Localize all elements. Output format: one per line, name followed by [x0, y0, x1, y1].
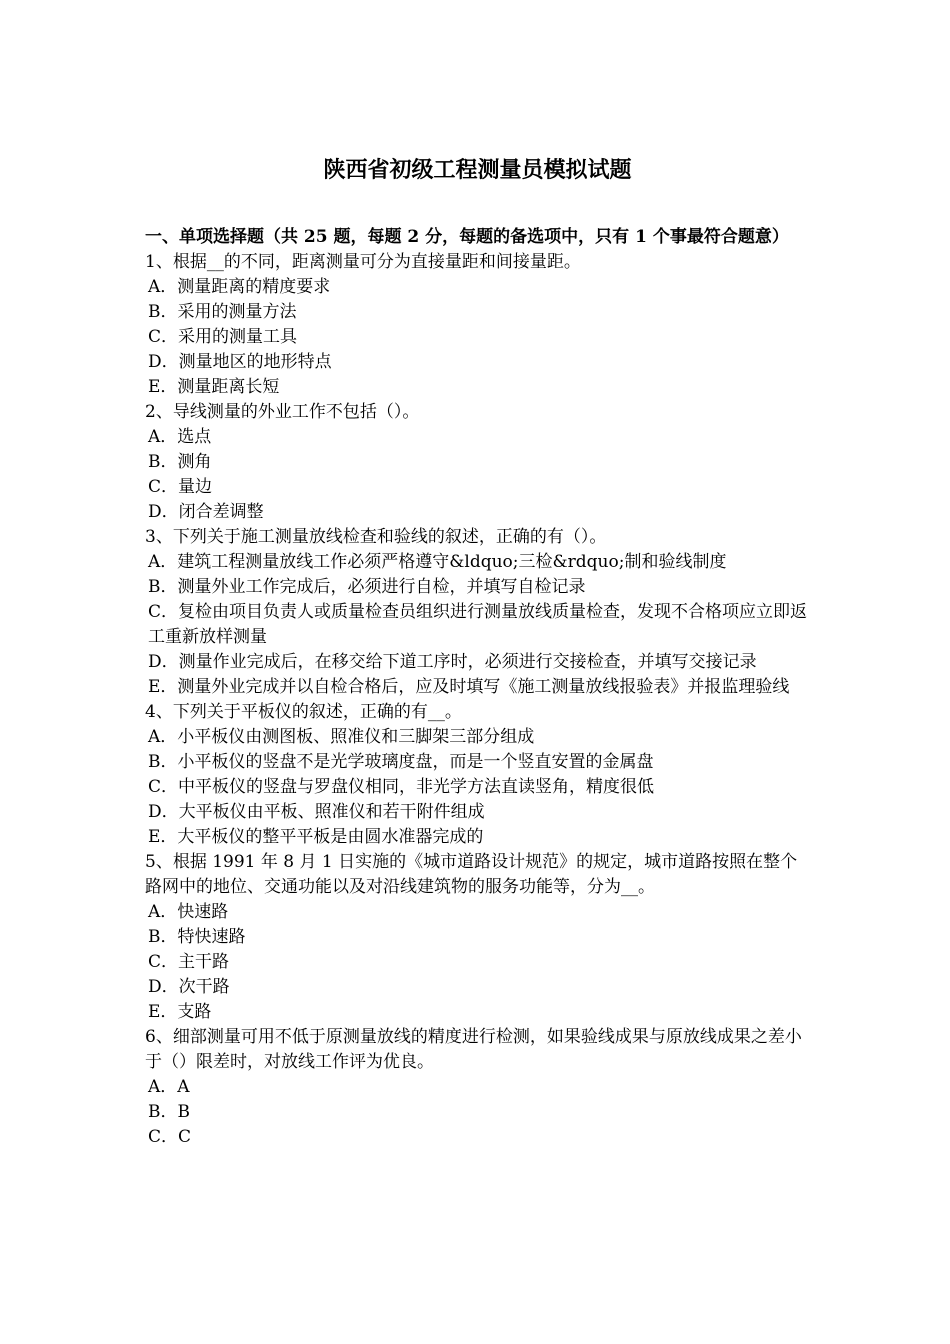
option-c: C．采用的测量工具 [148, 327, 298, 347]
option-a: A．建筑工程测量放线工作必须严格遵守&ldquo;三检&rdquo;制和验线制度 [148, 552, 727, 572]
question-stem: 1、根据__的不同，距离测量可分为直接量距和间接量距。 [145, 252, 581, 272]
question-stem: 3、下列关于施工测量放线检查和验线的叙述，正确的有（）。 [145, 527, 607, 547]
option-b: B．B [148, 1102, 190, 1122]
option-d: D．大平板仪由平板、照准仪和若干附件组成 [148, 802, 485, 822]
option-b: B．测角 [148, 452, 212, 472]
option-d: D．闭合差调整 [148, 502, 264, 522]
question-stem: 2、导线测量的外业工作不包括（）。 [145, 402, 420, 422]
question-1 [145, 250, 810, 400]
document-title: 陕西省初级工程测量员模拟试题 [323, 157, 632, 183]
option-e: E．测量外业完成并以自检合格后，应及时填写《施工测量放线报验表》并报监理验线 [148, 677, 790, 697]
question-6 [145, 1025, 810, 1150]
option-e: E．大平板仪的整平平板是由圆水准器完成的 [148, 827, 484, 847]
option-d: D．测量作业完成后，在移交给下道工序时，必须进行交接检查，并填写交接记录 [148, 652, 757, 672]
option-a: A．选点 [148, 427, 212, 447]
option-b: B．特快速路 [148, 927, 246, 947]
option-a: A．A [148, 1077, 190, 1097]
option-d: D．测量地区的地形特点 [148, 352, 332, 372]
question-3 [145, 525, 810, 700]
option-b: B．测量外业工作完成后，必须进行自检，并填写自检记录 [148, 577, 586, 597]
document-content [145, 225, 810, 1150]
option-c: C．主干路 [148, 952, 230, 972]
question-stem: 4、下列关于平板仪的叙述，正确的有__。 [145, 702, 462, 722]
option-c: C．中平板仪的竖盘与罗盘仪相同，非光学方法直读竖角，精度很低 [148, 777, 655, 797]
option-b: B．小平板仪的竖盘不是光学玻璃度盘，而是一个竖直安置的金属盘 [148, 752, 654, 772]
option-e: E．测量距离长短 [148, 377, 280, 397]
option-c: C．C [148, 1127, 192, 1147]
question-2 [145, 400, 810, 525]
option-c: C．复检由项目负责人或质量检查员组织进行测量放线质量检查，发现不合格项应立即返工重新放样测量 [148, 602, 808, 647]
option-d: D．次干路 [148, 977, 230, 997]
question-stem: 6、细部测量可用不低于原测量放线的精度进行检测，如果验线成果与原放线成果之差小于（）限差时，对放线工作评为优良。 [145, 1027, 802, 1072]
option-c: C．量边 [148, 477, 213, 497]
option-a: A．小平板仪由测图板、照准仪和三脚架三部分组成 [148, 727, 535, 747]
question-5 [145, 850, 810, 1025]
option-a: A．测量距离的精度要求 [148, 277, 331, 297]
question-4 [145, 700, 810, 850]
section-heading: 一、单项选择题（共 25 题，每题 2 分，每题的备选项中，只有 1 个事最符合题意） [145, 227, 789, 247]
option-e: E．支路 [148, 1002, 212, 1022]
option-b: B．采用的测量方法 [148, 302, 297, 322]
question-stem: 5、根据 1991 年 8 月 1 日实施的《城市道路设计规范》的规定，城市道路按照在整个路网中的地位、交通功能以及对沿线建筑物的服务功能等，分为__。 [145, 852, 798, 897]
option-a: A．快速路 [148, 902, 229, 922]
